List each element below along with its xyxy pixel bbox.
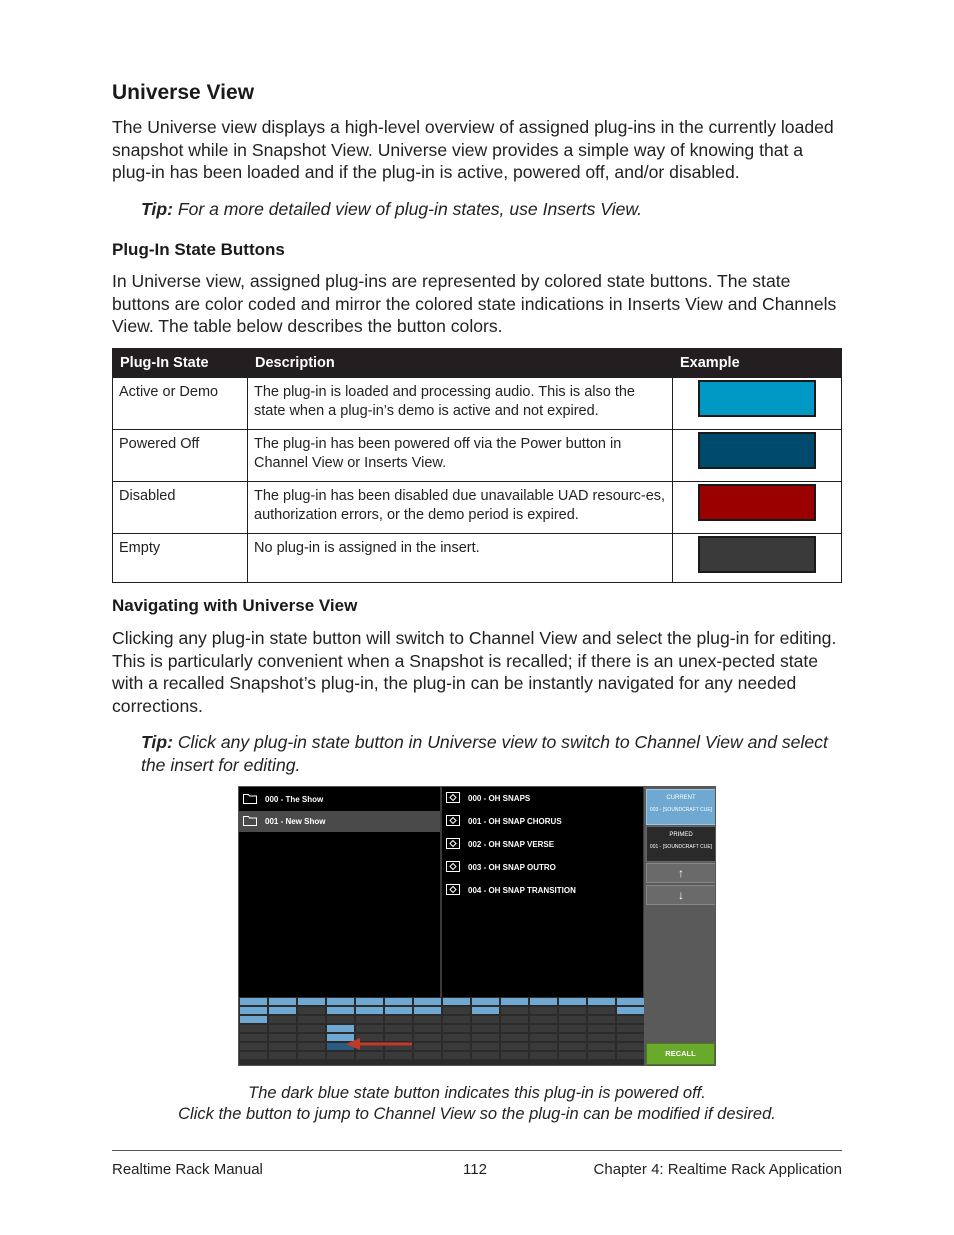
state-button-cell[interactable] [356, 1016, 383, 1023]
footer-chapter: Chapter 4: Realtime Rack Application [593, 1161, 842, 1178]
shows-list [239, 787, 442, 997]
state-button-cell[interactable] [298, 1016, 325, 1023]
folder-icon [243, 815, 257, 826]
state-button-cell[interactable] [588, 1052, 615, 1059]
state-button-cell[interactable] [443, 1016, 470, 1023]
list-item-snapshot[interactable] [442, 880, 643, 901]
state-button-cell[interactable] [472, 1034, 499, 1041]
state-cell: Empty [113, 534, 248, 583]
description-cell: The plug-in is loaded and processing audio. This is also the state when a plug-in’s demo is active and not expired. [248, 378, 673, 430]
state-button-cell[interactable] [617, 998, 644, 1005]
example-cell [673, 430, 842, 482]
state-button-cell[interactable] [443, 998, 470, 1005]
header-plug-in-state: Plug-In State [113, 349, 248, 378]
state-button-cell[interactable] [269, 1007, 296, 1014]
primed-label: PRIMED [669, 832, 693, 838]
state-button-cell[interactable] [501, 998, 528, 1005]
state-button-cell[interactable] [327, 1052, 354, 1059]
state-button-cell[interactable] [472, 1052, 499, 1059]
table-row [113, 378, 842, 430]
state-button-cell[interactable] [530, 1007, 557, 1014]
navigating-paragraph: Clicking any plug-in state button will switch to Channel View and select the plug-in for editing. This is particularly convenient when a Snapshot is recalled; if there is an unex-pected state with a recalled Snapshot’s plug-in, the plug-in can be instantly navigated for any needed corrections. [112, 628, 837, 716]
state-button-cell[interactable] [240, 1007, 267, 1014]
state-button-cell[interactable] [327, 1007, 354, 1014]
state-button-cell[interactable] [414, 1043, 441, 1050]
state-button-cell[interactable] [385, 1052, 412, 1059]
snapshot-label: 003 - OH SNAP OUTRO [468, 863, 556, 872]
state-button-cell[interactable] [298, 1025, 325, 1032]
state-button-cell[interactable] [588, 1025, 615, 1032]
state-button-cell[interactable] [240, 1052, 267, 1059]
current-snapshot-box [646, 789, 716, 825]
state-button-cell[interactable] [588, 1034, 615, 1041]
snapshot-label: 001 - OH SNAP CHORUS [468, 817, 562, 826]
list-item-snapshot[interactable] [442, 811, 643, 832]
footer-page-number: 112 [463, 1161, 487, 1178]
state-button-cell[interactable] [501, 1043, 528, 1050]
state-button-cell[interactable] [559, 1052, 586, 1059]
state-button-cell[interactable] [240, 1034, 267, 1041]
snapshot-label: 000 - OH SNAPS [468, 794, 531, 803]
state-button-cell[interactable] [443, 1043, 470, 1050]
state-button-cell[interactable] [443, 1052, 470, 1059]
table-row [113, 534, 842, 583]
primed-value: 001 - [SOUNDCRAFT CUE] [649, 844, 713, 850]
state-buttons-paragraph: In Universe view, assigned plug-ins are represented by colored state buttons. The state buttons are color coded and mirror the colored state indications in Inserts View and Channels View. The table below describes the button colors. [112, 271, 837, 336]
state-button-cell[interactable] [327, 1025, 354, 1032]
tip-1 [141, 198, 841, 221]
state-button-cell[interactable] [414, 1007, 441, 1014]
state-button-cell[interactable] [443, 1025, 470, 1032]
state-button-cell[interactable] [298, 1052, 325, 1059]
folder-icon [243, 793, 257, 804]
up-arrow-button[interactable]: ↑ [646, 863, 716, 883]
tip-1-text: For a more detailed view of plug-in states, use Inserts View. [177, 199, 643, 219]
table-header-row [113, 349, 842, 378]
state-cell: Active or Demo [113, 378, 248, 430]
snapshots-list [442, 787, 645, 997]
example-cell [673, 378, 842, 430]
universe-view-screenshot [238, 786, 716, 1066]
show-label: 000 - The Show [265, 795, 324, 804]
state-button-cell[interactable] [414, 1025, 441, 1032]
intro-paragraph: The Universe view displays a high-level overview of assigned plug-ins in the currently loaded snapshot while in Snapshot View. Universe view provides a simple way of knowing that a plug-in has been loaded and if the plug-in is active, powered off, and/or disabled. [112, 117, 834, 182]
state-button-cell[interactable] [414, 1034, 441, 1041]
active-state-button-example [698, 380, 816, 417]
state-button-cell[interactable] [269, 998, 296, 1005]
state-button-cell[interactable] [269, 1043, 296, 1050]
description-cell: The plug-in has been powered off via the Power button in Channel View or Inserts View. [248, 430, 673, 482]
caption-line-1: The dark blue state button indicates this plug-in is powered off. [248, 1084, 706, 1102]
state-button-cell[interactable] [530, 1025, 557, 1032]
empty-state-button-example [698, 536, 816, 573]
show-label: 001 - New Show [265, 817, 326, 826]
tip-2-label: Tip: [141, 732, 173, 752]
state-button-cell[interactable] [356, 1025, 383, 1032]
recall-button[interactable]: RECALL [646, 1043, 715, 1065]
description-cell: The plug-in has been disabled due unavailable UAD resourc-es, authorization errors, or the demo period is expired. [248, 482, 673, 534]
state-button-cell[interactable] [501, 1016, 528, 1023]
state-cell: Disabled [113, 482, 248, 534]
list-item-snapshot[interactable] [442, 834, 643, 855]
state-button-cell[interactable] [327, 1016, 354, 1023]
state-button-cell[interactable] [414, 998, 441, 1005]
table-row [113, 430, 842, 482]
state-button-cell[interactable] [472, 1025, 499, 1032]
state-button-cell[interactable] [472, 1043, 499, 1050]
plug-in-state-table [112, 348, 842, 583]
red-arrow-icon [344, 1037, 414, 1051]
state-button-cell[interactable] [240, 1025, 267, 1032]
list-item-snapshot[interactable] [442, 857, 643, 878]
example-cell [673, 534, 842, 583]
state-button-cell[interactable] [385, 1025, 412, 1032]
state-button-cell[interactable] [240, 998, 267, 1005]
state-button-cell[interactable] [298, 998, 325, 1005]
state-button-cell[interactable] [356, 998, 383, 1005]
tip-1-label: Tip: [141, 199, 173, 219]
state-button-cell[interactable] [530, 1016, 557, 1023]
state-button-cell[interactable] [617, 1052, 644, 1059]
state-button-cell[interactable] [501, 1007, 528, 1014]
state-button-cell[interactable] [559, 1043, 586, 1050]
state-button-cell[interactable] [240, 1043, 267, 1050]
state-button-cell[interactable] [269, 1016, 296, 1023]
state-button-cell[interactable] [559, 1016, 586, 1023]
header-description: Description [248, 349, 673, 378]
powered-off-state-button-example [698, 432, 816, 469]
state-button-cell[interactable] [530, 1052, 557, 1059]
state-button-cell[interactable] [559, 1007, 586, 1014]
state-button-cell[interactable] [269, 1025, 296, 1032]
state-button-cell[interactable] [356, 1052, 383, 1059]
state-button-cell[interactable] [501, 1052, 528, 1059]
state-button-cell[interactable] [443, 1034, 470, 1041]
tip-2 [141, 731, 841, 776]
state-button-cell[interactable] [269, 1052, 296, 1059]
state-button-cell[interactable] [472, 1016, 499, 1023]
state-button-cell[interactable] [530, 1034, 557, 1041]
snapshot-icon [446, 861, 460, 872]
caption-line-2: Click the button to jump to Channel View so the plug-in can be modified if desired. [178, 1105, 776, 1123]
state-button-cell[interactable] [385, 1016, 412, 1023]
table-row [113, 482, 842, 534]
snapshot-icon [446, 792, 460, 803]
disabled-state-button-example [698, 484, 816, 521]
tip-2-text: Click any plug-in state button in Universe view to switch to Channel View and select the insert for editing. [141, 732, 828, 775]
state-button-cell[interactable] [617, 1043, 644, 1050]
snapshot-icon [446, 884, 460, 895]
state-button-cell[interactable] [472, 998, 499, 1005]
current-value: 003 - [SOUNDCRAFT CUE] [649, 807, 713, 813]
footer-divider [112, 1150, 842, 1151]
state-cell: Powered Off [113, 430, 248, 482]
state-button-cell[interactable] [588, 998, 615, 1005]
list-item-snapshot[interactable] [442, 788, 643, 809]
down-arrow-button[interactable]: ↓ [646, 885, 716, 905]
subsection-plug-in-state-buttons: Plug-In State Buttons [112, 240, 285, 259]
list-item-show-selected[interactable] [239, 811, 440, 832]
state-button-cell[interactable] [472, 1007, 499, 1014]
snapshot-icon [446, 815, 460, 826]
state-button-cell[interactable] [588, 1043, 615, 1050]
state-button-cell[interactable] [356, 1007, 383, 1014]
state-button-cell[interactable] [617, 1007, 644, 1014]
state-button-cell[interactable] [443, 1007, 470, 1014]
state-button-cell[interactable] [617, 1025, 644, 1032]
example-cell [673, 482, 842, 534]
state-button-cell[interactable] [559, 998, 586, 1005]
state-button-cell[interactable] [414, 1016, 441, 1023]
state-button-cell[interactable] [385, 1007, 412, 1014]
state-button-cell[interactable] [298, 1043, 325, 1050]
state-button-cell[interactable] [414, 1052, 441, 1059]
subsection-navigating: Navigating with Universe View [112, 596, 358, 615]
state-button-cell[interactable] [588, 1007, 615, 1014]
state-button-cell[interactable] [298, 1034, 325, 1041]
primed-snapshot-box [646, 826, 716, 862]
state-button-cell[interactable] [559, 1034, 586, 1041]
state-button-cell[interactable] [617, 1016, 644, 1023]
list-item-show[interactable] [239, 789, 440, 810]
state-button-cell[interactable] [298, 1007, 325, 1014]
state-button-cell[interactable] [617, 1034, 644, 1041]
state-button-cell[interactable] [530, 998, 557, 1005]
header-example: Example [673, 349, 842, 378]
state-button-cell[interactable] [327, 998, 354, 1005]
description-cell: No plug-in is assigned in the insert. [248, 534, 673, 583]
state-button-cell[interactable] [385, 998, 412, 1005]
snapshot-label: 002 - OH SNAP VERSE [468, 840, 555, 849]
state-button-cell[interactable] [501, 1034, 528, 1041]
snapshot-label: 004 - OH SNAP TRANSITION [468, 886, 576, 895]
state-button-cell[interactable] [240, 1016, 267, 1023]
snapshot-side-panel [644, 787, 716, 1066]
state-button-cell[interactable] [530, 1043, 557, 1050]
snapshot-icon [446, 838, 460, 849]
state-button-cell[interactable] [559, 1025, 586, 1032]
section-title: Universe View [112, 81, 255, 104]
state-button-cell[interactable] [588, 1016, 615, 1023]
footer-manual-title: Realtime Rack Manual [112, 1161, 263, 1178]
current-label: CURRENT [666, 795, 696, 801]
universe-state-grid [239, 997, 644, 1066]
state-button-cell[interactable] [501, 1025, 528, 1032]
state-button-cell[interactable] [269, 1034, 296, 1041]
